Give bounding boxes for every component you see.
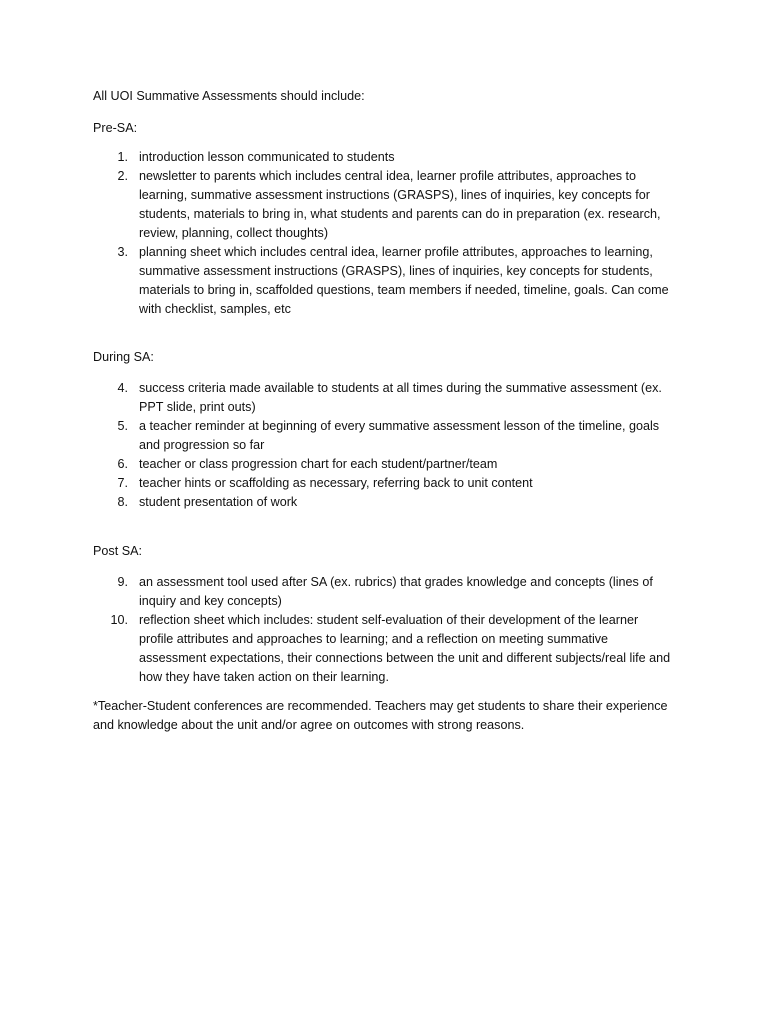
list-item-number: 3. [117,245,128,259]
list-item [0,474,672,493]
list-item-number: 8. [117,495,128,509]
document-intro: All UOI Summative Assessments should include: [93,89,365,103]
list-item [0,379,672,417]
list-item-text: teacher or class progression chart for each student/partner/team [139,457,498,471]
pre-sa-list [0,148,672,319]
list-item-number: 4. [117,381,128,395]
list-item [0,167,672,243]
list-item-text: success criteria made available to students at all times during the summative assessment (ex. PPT slide, print outs) [139,381,662,414]
list-item [0,148,672,167]
list-item-text: newsletter to parents which includes central idea, learner profile attributes, approaches to learning, summative assessment instructions (GRASPS), lines of inquiries, key concepts for students, materials to bring in, what students and parents can do in preparation (ex. research, review, planning, collect thoughts) [139,169,661,240]
list-item-text: an assessment tool used after SA (ex. rubrics) that grades knowledge and concepts (lines of inquiry and key concepts) [139,575,653,608]
list-item [0,455,672,474]
list-item [0,493,672,512]
list-item-number: 5. [117,419,128,433]
list-item-text: teacher hints or scaffolding as necessary, referring back to unit content [139,476,533,490]
list-item-text: a teacher reminder at beginning of every summative assessment lesson of the timeline, goals and progression so far [139,419,660,452]
list-item-number: 6. [117,457,128,471]
list-item [0,611,672,687]
list-item-text: student presentation of work [139,495,298,509]
list-item-text: reflection sheet which includes: student self-evaluation of their development of the learner profile attributes and approaches to learning; and a reflection on meeting summative assessment expectations, their connections between the unit and different subjects/real life and how they have taken action on their learning. [139,613,671,684]
list-item-number: 2. [117,169,128,183]
list-item-text: planning sheet which includes central idea, learner profile attributes, approaches to learning, summative assessment instructions (GRASPS), lines of inquiries, key concepts for students, materials to bring in, scaffolded questions, team members if needed, timeline, goals. Can come with checklist, samples, etc [139,245,669,316]
list-item-number: 1. [117,150,128,164]
section-heading-post-sa: Post SA: [93,544,142,558]
list-item [0,573,672,611]
post-sa-list [0,573,672,687]
list-item-number: 9. [117,575,128,589]
section-heading-during-sa: During SA: [93,350,154,364]
footnote: *Teacher-Student conferences are recommended. Teachers may get students to share their experience and knowledge about the unit and/or agree on outcomes with strong reasons. [93,699,668,732]
list-item-number: 10. [110,613,128,627]
during-sa-list [0,379,672,512]
list-item [0,417,672,455]
section-heading-pre-sa: Pre-SA: [93,121,138,135]
list-item-text: introduction lesson communicated to students [139,150,395,164]
list-item-number: 7. [117,476,128,490]
list-item [0,243,672,319]
